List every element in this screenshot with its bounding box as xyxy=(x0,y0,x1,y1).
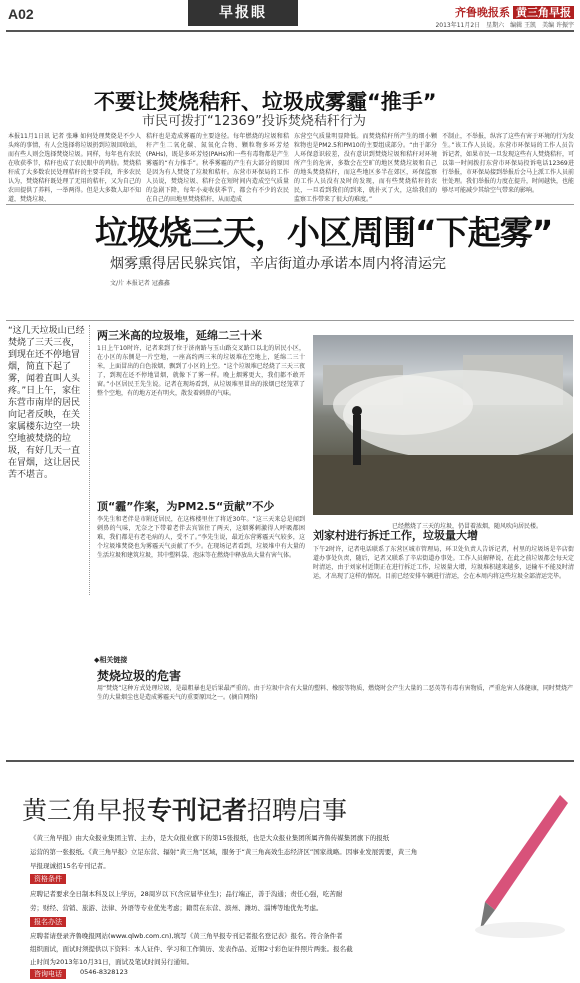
section1-text: 1日上午10时许，记者来到了位于济南路与玉山路交叉路口以北的居民小区，在小区的东侧是一片空地，一座高约两三米的垃圾堆在空地上，延绵二三十米，上面冒出的白色浓烟，飘到了小区的上空。“这个垃圾堆已经烧了三天三夜了，到现在还不停地冒烟，就像下了雾一样。晚上烟雾更大，我们都不敢开窗。”小区居民王先生说。记者在现场看到，从垃圾堆里冒出的浓烟已经笼罩了整个空地，有的地方还有明火，散发着刺鼻的气味。 xyxy=(97,345,305,397)
ad-title-bold: 专刊记者 xyxy=(147,796,248,825)
sidebar-lede: “这几天垃圾山已经焚烧了三天三夜，到现在还不停地冒烟，简直下起了雾，闻着直叫人头疼。”日上午，家住东营市南岸的居民向记者反映，在关家属楼东边空一块空地被焚烧的垃圾，有好几天一直在冒烟，这让居民苦不堪言。 xyxy=(8,325,90,595)
related-link-label: ◆相关链接 xyxy=(94,656,128,664)
ad-apply-2: 组织面试，面试时须提供以下资料：本人证件、学习和工作简历、发表作品、近期2寸彩色证件照片两张。报名截 xyxy=(30,945,353,953)
issue-meta: 2013年11月2日 星期六 编辑 王凯 美编 许振宇 xyxy=(435,22,574,29)
article1-subtitle: 市民可拨打“12369”投诉焚烧秸秆行为 xyxy=(142,114,366,129)
section-heading-3: 刘家村进行拆迁工作，垃圾量大增 xyxy=(313,529,478,542)
ad-tag-apply: 报名办法 xyxy=(30,917,66,927)
ad-requirement-1: 应聘记者要求全日制本科及以上学历，28周岁以下(含应届毕业生)；品行端正，善于沟通；责任心强，吃苦耐 xyxy=(30,890,343,898)
ad-tag-phone: 咨询电话 xyxy=(30,969,66,979)
section-heading-2: 顶“霾”作案，为PM2.5“贡献”不少 xyxy=(97,500,275,513)
byline: 文/片 本报记者 冠鑫鑫 xyxy=(110,280,170,287)
ad-title-pre: 黄三角早报 xyxy=(22,796,148,825)
divider xyxy=(6,320,574,321)
article1-col4: 不制止，不举报，纵容了这些有害于环境的行为发生。”该工作人员说。东营市环保局的工作人员告诉记者，如果市民一旦发现这些有人焚烧秸秆，可以第一时间拨打东营市环保局投诉电话12369进行举报，市环保局接到举报后会马上派工作人员前往处理。我们举报的力度在提升，时间越快，也能够尽可能减少其给空气带来的影响。 xyxy=(442,133,574,194)
garbage-smoke-photo xyxy=(313,335,573,515)
article1-col3: 东营空气质量明显降低。而焚烧秸秆所产生的细小颗粒物也是PM2.5和PM10的主要组成部分。“由于部分人环保意识较差，没有意识到焚烧垃圾和秸秆对环境所产生的危害，多数会在空旷的地区焚烧垃圾和自己的地头焚烧秸秆，而这些地区多半在郊区，环保监察的工作人员没有及时的发现，而有些焚烧秸秆的农民，一旦看到我们的到来，就扑灭了火，这给我们的监察工作带来了很大的难度。” xyxy=(294,133,437,202)
ad-apply-3: 止时间为2013年10月31日，面试及笔试时间另行通知。 xyxy=(30,958,194,966)
ad-title xyxy=(22,791,347,827)
page-code: A02 xyxy=(8,6,34,22)
header-rule xyxy=(6,30,574,32)
article1-col1: 本报11月1日讯 记者 张琳 如何处理焚烧是不少人头疼的事情，有人会选择将垃圾扔到垃圾回收站，而有些人则会选择焚烧垃圾。同样，每年也有农民在收获季节，秸秆也成了农民眼中的鸡肋。焚烧秸秆成了大多数农民处理秸秆的主要手段，许多农民认为，焚烧秸秆既处理了无用的秸秆，又为自己的农田提供了养料，一举两得。但是大多数人却不知道，焚烧垃圾、 xyxy=(8,133,141,202)
brand-logo xyxy=(455,4,574,20)
ad-apply-1: 应聘者请登录齐鲁晚报网站(www.qlwb.com.cn),填写《黄三角早报专刊记者报名登记表》报名。符合条件者 xyxy=(30,932,343,940)
brand-box: 黄三角早报 xyxy=(513,6,574,19)
article2-subtitle: 烟雾熏得居民躲宾馆，辛店街道办承诺本周内将清运完 xyxy=(110,256,446,272)
related-label-text: 相关链接 xyxy=(99,656,128,664)
ad-intro-1: 《黄三角早报》由大众报业集团主管、主办，是大众报业旗下的第15张报纸，也是大众报业集团所属齐鲁传媒集团旗下的报纸 xyxy=(30,834,390,842)
related-title: 焚烧垃圾的危害 xyxy=(97,669,182,683)
ad-intro-2: 运营的第一张报纸。《黄三角早报》立足东营、辐射“黄三角”区域，服务于“黄三角高效生态经济区”国家战略。因事业发展需要，黄三角 xyxy=(30,848,418,856)
section-title: 早报眼 xyxy=(188,0,298,26)
article1-col2: 秸秆也是造成雾霾的主要途径。每年燃烧的垃圾和秸秆产生二氧化碳、氮氧化合物、颗粒物多环芳烃(PAHs)，既是多环芳烃(PAHs)和一些有毒物都是产生雾霾的“有力推手”。秋季雾霾的产生有大部分的原因是因为有人焚烧了垃圾和秸秆。东营市环保局的工作人员说，焚烧垃圾、秸秆会在短时间内造成空气质量的急剧下降，每年小麦收获季节，都会有不少的农民在自己的田地里焚烧秸秆，从而造成 xyxy=(146,133,289,202)
divider xyxy=(6,204,574,205)
news-photo xyxy=(313,335,573,515)
article2-title: 垃圾烧三天，小区周围“下起雾” xyxy=(95,213,553,252)
section3-text: 下午2时许，记者电话联系了东营区城市管理局，环卫处负责人告诉记者，村里的垃圾场是辛店街道办事处负责，随后，记者又联系了辛店街道办事处。工作人员解释说，在此之前垃圾都会每天定时清运，由于刘家村近期正在进行拆迁工作，垃圾量大增，垃圾堆积越来越多，运输车不能及时清运，才出现了这样的情况。目前已经安排车辆进行清运，会在本周内将这些垃圾全部清运完毕。 xyxy=(313,546,574,580)
brand-name: 齐鲁晚报系 xyxy=(455,6,510,19)
ad-tag-requirements: 资格条件 xyxy=(30,874,66,884)
ad-rule xyxy=(6,760,574,762)
related-text: 用“焚烧”这种方式处理垃圾，是最粗暴也是后果最严重的。由于垃圾中含有大量的塑料、橡胶等物质，燃烧时会产生大量的二恶英等有毒有害物质，严重危害人体健康，同时焚烧产生的大量烟尘也是造成雾霾天气的重要原因之一。(摘自网络) xyxy=(97,685,573,701)
ad-intro-3: 早报现诚招15名专刊记者。 xyxy=(30,862,110,870)
section-heading-1: 两三米高的垃圾堆，延绵二三十米 xyxy=(97,329,262,342)
article1-title: 不要让焚烧秸秆、垃圾成雾霾“推手” xyxy=(94,90,437,114)
pen-icon xyxy=(470,790,570,940)
photo-caption: 已经燃烧了三天的垃圾，仍冒着浓烟，随风吹向居民楼。 xyxy=(392,523,543,530)
ad-title-post: 招聘启事 xyxy=(247,796,348,825)
section2-text: 李先生和老伴是市附近居民，在这栋楼里住了将近30年。“这三天来总是闻到刺鼻的气味，无奈之下带着老伴去宾馆住了两天，这烟雾刺激得人呼吸都困难，我们都是有老毛病的人，受不了。”李先生说，最近东营雾霾天气较多，这个垃圾堆焚烧也为雾霾天气贡献了不少。在现场记者看到，垃圾堆中有大量的生活垃圾和建筑垃圾，其中塑料袋、泡沫等在燃烧中释放出大量有害气体。 xyxy=(97,516,305,559)
ad-phone: 0546-8328123 xyxy=(80,968,128,976)
ad-requirement-2: 劳；财经、营销、旅游、法律、外语等专业优先考虑；籍贯在东营、滨州、潍坊、淄博等地优先考虑。 xyxy=(30,904,323,912)
